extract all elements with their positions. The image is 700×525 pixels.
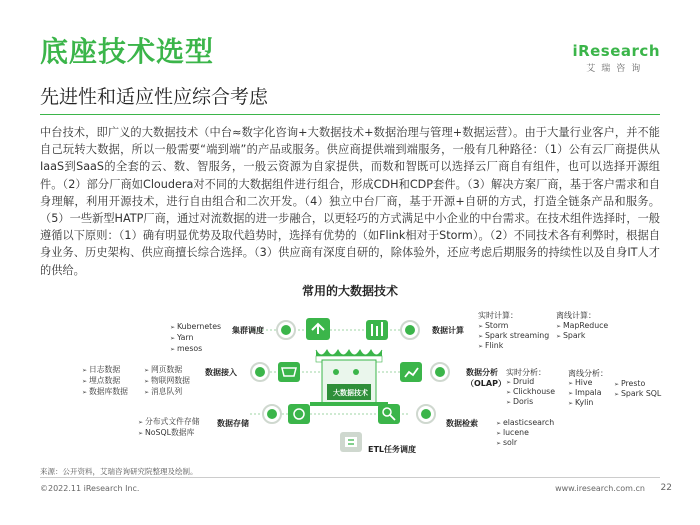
list-item: ➢ mesos xyxy=(170,344,202,355)
list-item: ➢ 物联网数据 xyxy=(144,376,190,387)
list-item: ➢ 网页数据 xyxy=(144,365,182,376)
list-item: ➢ Flink xyxy=(478,341,503,352)
list-item: ➢ 分布式文件存储 xyxy=(138,417,200,428)
data-analysis-icon xyxy=(400,362,449,382)
logo-word: iResearch xyxy=(572,42,660,60)
data-analysis-sublabel: （OLAP） xyxy=(466,379,506,388)
etl-schedule-icon xyxy=(340,432,362,452)
data-search-label: 数据检索 xyxy=(446,419,478,428)
list-item: ➢ elasticsearch xyxy=(496,418,554,429)
list-item: ➢ MapReduce xyxy=(556,321,608,332)
list-item: ➢ 埋点数据 xyxy=(82,376,120,387)
body-paragraph: 中台技术，即广义的大数据技术（中台≈数字化咨询+大数据技术+数据治理与管理+数据运营）。由于大量行业客户，并不能自己玩转大数据，所以一般需要“端到端”的产品或服务。供应商提供端到端服务，一般有几种路径：（1）公有云厂商提供从IaaS到SaaS的全套的云、数、智服务，一般云资源为自家提供，而数和智既可以选择云厂商自有组件，也可以选择开源组件。（2）部分厂商如Cloudera对不同的大数据组件进行组合，形成CDH和CDP套件。（3）解决方案厂商，基于客户需求和自身理解，利用开源技术，进行自由组合和二次开发。（4）独立中台厂商，基于开源+自研的方式，打造全链条产品和服务。（5）一些新型HATP厂商，通过对流数据的进一步融合，以更轻巧的方式满足中小企业的中台需求。在技术组件选择时，一般遵循以下原则：（1）确有明显优势及取代趋势时，选择有优势的（如Flink相对于Storm）。（2）不同技术各有利弊时，根据自身业务、历史架构、供应商擅长综合选择。（3）供应商有深度自研的，除体验外，还应考虑后期服务的持续性以及自身IT人才的供给。 xyxy=(40,126,660,277)
list-item: ➢ Spark SQL xyxy=(614,389,661,400)
footer-divider xyxy=(40,477,660,478)
cluster-schedule-label: 集群调度 xyxy=(232,326,264,335)
list-item: ➢ Druid xyxy=(506,377,534,388)
realtime-compute-title: 实时计算： xyxy=(478,311,518,320)
page-subtitle: 先进性和适应性应综合考虑 xyxy=(40,86,269,108)
list-item: ➢ Kubernetes xyxy=(170,322,221,333)
list-item: ➢ 数据库数据 xyxy=(82,387,128,398)
list-item: ➢ Clickhouse xyxy=(506,387,555,398)
diagram-title: 常用的大数据技术 xyxy=(301,284,398,298)
list-item: ➢ 日志数据 xyxy=(82,365,120,376)
list-item: ➢ Yarn xyxy=(170,333,193,344)
etl-schedule-label: ETL任务调度 xyxy=(368,445,417,454)
offline-analysis-title: 离线分析： xyxy=(568,369,608,378)
page-title: 底座技术选型 xyxy=(40,35,215,68)
offline-compute-title: 离线计算： xyxy=(556,311,596,320)
list-item: ➢ Storm xyxy=(478,321,508,332)
list-item: ➢ Kylin xyxy=(568,398,593,409)
source-note: 来源：公开资料，艾瑞咨询研究院整理及绘制。 xyxy=(40,467,198,476)
logo-sub: 艾瑞咨询 xyxy=(586,64,647,74)
cluster-schedule-icon xyxy=(277,318,330,340)
copyright: ©2022.11 iResearch Inc. xyxy=(40,484,140,493)
list-item: ➢ solr xyxy=(496,438,517,449)
list-item: ➢ NoSQL数据库 xyxy=(138,428,194,439)
data-compute-icon xyxy=(366,320,419,340)
list-item: ➢ lucene xyxy=(496,428,529,439)
data-analysis-label: 数据分析 xyxy=(466,368,498,377)
list-item: ➢ Doris xyxy=(506,397,533,408)
list-item: ➢ Impala xyxy=(568,388,602,399)
center-label: 大数据技术 xyxy=(333,389,368,397)
list-item: ➢ Presto xyxy=(614,379,645,390)
list-item: ➢ Hive xyxy=(568,378,592,389)
website: www.iresearch.com.cn xyxy=(555,484,645,493)
realtime-analysis-title: 实时分析： xyxy=(506,368,546,377)
data-compute-label: 数据计算 xyxy=(432,326,464,335)
list-item: ➢ Spark xyxy=(556,331,585,342)
list-item: ➢ Spark streaming xyxy=(478,331,549,342)
data-ingest-label: 数据接入 xyxy=(205,368,237,377)
page-number: 22 xyxy=(660,483,672,493)
list-item: ➢ 消息队列 xyxy=(144,387,182,398)
data-storage-label: 数据存储 xyxy=(217,419,249,428)
